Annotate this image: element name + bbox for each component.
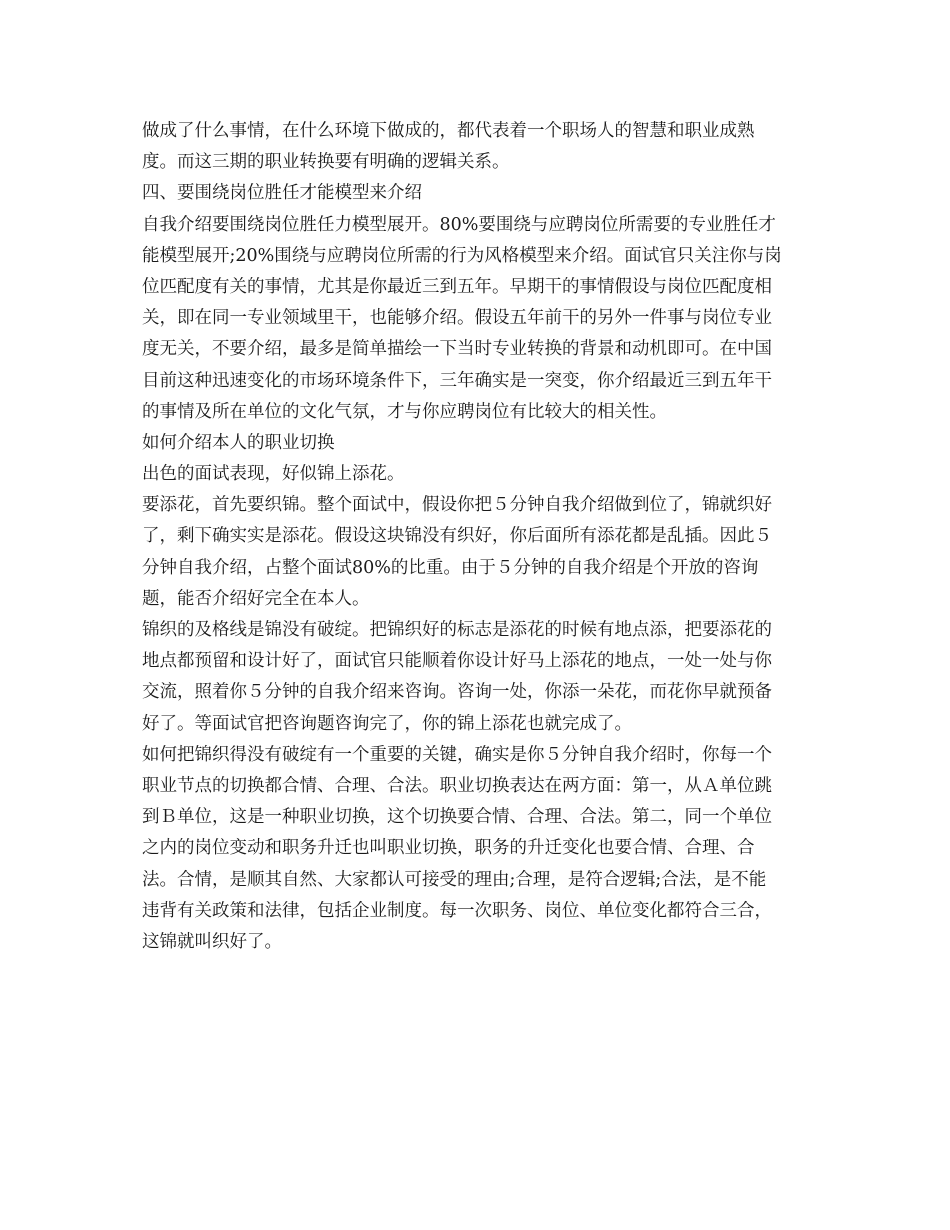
text-line: 度无关，不要介绍，最多是简单描绘一下当时专业转换的背景和动机即可。在中国 <box>142 339 772 360</box>
text-line: 好了。等面试官把咨询题咨询完了，你的锦上添花也就完成了。 <box>142 713 632 734</box>
document-body <box>142 116 814 958</box>
text-line: 做成了什么事情，在什么环境下做成的，都代表着一个职场人的智慧和职业成熟 <box>142 121 755 141</box>
text-line: 法。合情，是顺其自然、大家都认可接受的理由;合理，是符合逻辑;合法，是不能 <box>142 869 767 890</box>
text-line: 的事情及所在单位的文化气氛，才与你应聘岗位有比较大的相关性。 <box>142 401 667 422</box>
text-line: 了，剩下确实实是添花。假设这块锦没有织好，你后面所有添花都是乱插。因此５ <box>142 526 772 547</box>
text-line: 如何把锦织得没有破绽有一个重要的关键，确实是你５分钟自我介绍时，你每一个 <box>142 744 772 765</box>
text-line: 度。而这三期的职业转换要有明确的逻辑关系。 <box>142 152 510 173</box>
text-line: 题，能否介绍好完全在本人。 <box>142 588 370 609</box>
section-heading: 四、要围绕岗位胜任才能模型来介绍 <box>142 183 422 204</box>
text-line: 地点都预留和设计好了，面试官只能顺着你设计好马上添花的地点，一处一处与你 <box>142 651 772 672</box>
text-line: 锦织的及格线是锦没有破绽。把锦织好的标志是添花的时候有地点添，把要添花的 <box>142 620 772 640</box>
text-line: 位匹配度有关的事情，尤其是你最近三到五年。早期干的事情假设与岗位匹配度相 <box>142 276 772 297</box>
text-line: 目前这种迅速变化的市场环境条件下，三年确实是一突变，你介绍最近三到五年干 <box>142 370 772 391</box>
text-line: 自我介绍要围绕岗位胜任力模型展开。80%要围绕与应聘岗位所需要的专业胜任才 <box>142 214 776 235</box>
text-line: 关，即在同一专业领域里干，也能够介绍。假设五年前干的另外一件事与岗位专业 <box>142 308 772 329</box>
text-line: 出色的面试表现，好似锦上添花。 <box>142 464 405 485</box>
text-line: 到Ｂ单位，这是一种职业切换，这个切换要合情、合理、合法。第二，同一个单位 <box>142 807 772 828</box>
text-line: 能模型展开;20%围绕与应聘岗位所需的行为风格模型来介绍。面试官只关注你与岗 <box>142 245 782 266</box>
text-line: 交流，照着你５分钟的自我介绍来咨询。咨询一处，你添一朵花，而花你早就预备 <box>142 682 772 703</box>
text-line: 分钟自我介绍，占整个面试80%的比重。由于５分钟的自我介绍是个开放的咨询 <box>142 557 759 578</box>
text-line: 之内的岗位变动和职务升迁也叫职业切换，职务的升迁变化也要合情、合理、合 <box>142 838 755 859</box>
text-line: 违背有关政策和法律，包括企业制度。每一次职务、岗位、单位变化都符合三合， <box>142 900 772 921</box>
section-heading: 如何介绍本人的职业切换 <box>142 432 335 453</box>
text-line: 这锦就叫织好了。 <box>142 931 282 952</box>
text-line: 要添花，首先要织锦。整个面试中，假设你把５分钟自我介绍做到位了，锦就织好 <box>142 495 772 516</box>
text-line: 职业节点的切换都合情、合理、合法。职业切换表达在两方面：第一，从Ａ单位跳 <box>142 775 772 796</box>
